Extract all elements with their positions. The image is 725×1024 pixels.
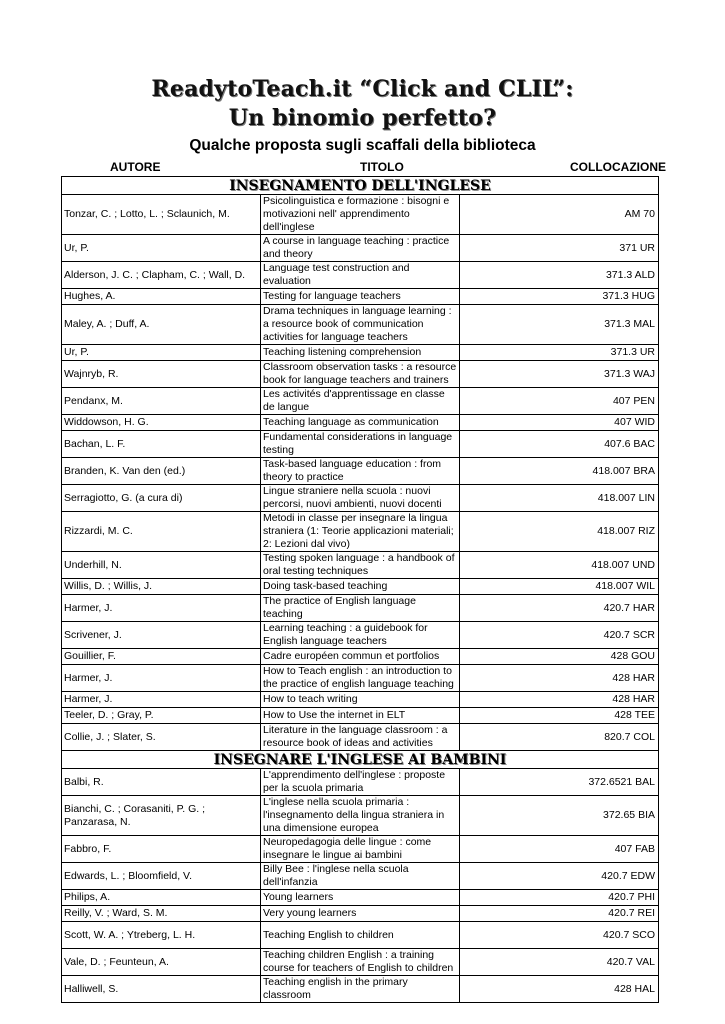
author-cell: Harmer, J. (62, 692, 261, 708)
shelfmark-cell: 428 HAL (460, 976, 659, 1003)
author-cell: Underhill, N. (62, 552, 261, 579)
author-cell: Wajnryb, R. (62, 361, 261, 388)
author-cell: Bianchi, C. ; Corasaniti, P. G. ; Panzarasa, N. (62, 796, 261, 836)
table-row (62, 235, 659, 262)
table-row (62, 708, 659, 724)
title-cell: How to Use the internet in ELT (261, 708, 460, 724)
author-cell: Alderson, J. C. ; Clapham, C. ; Wall, D. (62, 262, 261, 289)
shelfmark-cell: 418.007 WIL (460, 579, 659, 595)
author-cell: Gouillier, F. (62, 649, 261, 665)
table-row (62, 890, 659, 906)
title-cell: Psicolinguistica e formazione : bisogni e motivazioni nell' apprendimento dell'inglese (261, 195, 460, 235)
shelfmark-cell: 372.65 BIA (460, 796, 659, 836)
shelfmark-cell: 420.7 SCR (460, 622, 659, 649)
column-header-titolo: TITOLO (360, 160, 404, 174)
table-row (62, 665, 659, 692)
table-row (62, 724, 659, 751)
table-row (62, 579, 659, 595)
table-row (62, 388, 659, 415)
title-cell: Teaching children English : a training course for teachers of English to children (261, 949, 460, 976)
author-cell: Reilly, V. ; Ward, S. M. (62, 906, 261, 922)
author-cell: Fabbro, F. (62, 836, 261, 863)
author-cell: Scrivener, J. (62, 622, 261, 649)
author-cell: Halliwell, S. (62, 976, 261, 1003)
title-cell: Cadre européen commun et portfolios (261, 649, 460, 665)
author-cell: Serragiotto, G. (a cura di) (62, 485, 261, 512)
section-header-row (62, 177, 659, 195)
title-cell: How to teach writing (261, 692, 460, 708)
author-cell: Ur, P. (62, 235, 261, 262)
author-cell: Collie, J. ; Slater, S. (62, 724, 261, 751)
table-row (62, 305, 659, 345)
author-cell: Tonzar, C. ; Lotto, L. ; Sclaunich, M. (62, 195, 261, 235)
title-cell: Teaching language as communication (261, 415, 460, 431)
author-cell: Edwards, L. ; Bloomfield, V. (62, 863, 261, 890)
page-title-line-1: ReadytoTeach.it “Click and CLIL”: (151, 76, 574, 102)
shelfmark-cell: 428 TEE (460, 708, 659, 724)
shelfmark-cell: 418.007 LIN (460, 485, 659, 512)
shelfmark-cell: 371.3 UR (460, 345, 659, 361)
title-cell: Les activités d'apprentissage en classe de langue (261, 388, 460, 415)
shelfmark-cell: 407 FAB (460, 836, 659, 863)
table-row (62, 361, 659, 388)
shelfmark-cell: 420.7 VAL (460, 949, 659, 976)
shelfmark-cell: 820.7 COL (460, 724, 659, 751)
title-cell: The practice of English language teaching (261, 595, 460, 622)
title-cell: Billy Bee : l'inglese nella scuola dell'infanzia (261, 863, 460, 890)
table-row (62, 622, 659, 649)
author-cell: Rizzardi, M. C. (62, 512, 261, 552)
author-cell: Vale, D. ; Feunteun, A. (62, 949, 261, 976)
column-header-collocazione: COLLOCAZIONE (570, 160, 666, 174)
shelfmark-cell: AM 70 (460, 195, 659, 235)
author-cell: Teeler, D. ; Gray, P. (62, 708, 261, 724)
shelfmark-cell: 371.3 WAJ (460, 361, 659, 388)
table-row (62, 345, 659, 361)
shelfmark-cell: 371.3 ALD (460, 262, 659, 289)
author-cell: Maley, A. ; Duff, A. (62, 305, 261, 345)
author-cell: Harmer, J. (62, 595, 261, 622)
shelfmark-cell: 418.007 UND (460, 552, 659, 579)
table-row (62, 458, 659, 485)
table-row (62, 262, 659, 289)
book-table (61, 176, 659, 1003)
shelfmark-cell: 407 WID (460, 415, 659, 431)
shelfmark-cell: 420.7 PHI (460, 890, 659, 906)
title-cell: Fundamental considerations in language testing (261, 431, 460, 458)
table-row (62, 595, 659, 622)
title-cell: Teaching English to children (261, 922, 460, 949)
author-cell: Pendanx, M. (62, 388, 261, 415)
shelfmark-cell: 372.6521 BAL (460, 769, 659, 796)
book-table-body (62, 177, 659, 1003)
shelfmark-cell: 428 HAR (460, 665, 659, 692)
author-cell: Harmer, J. (62, 665, 261, 692)
table-row (62, 692, 659, 708)
title-cell: Metodi in classe per insegnare la lingua straniera (1: Teorie applicazioni materiali; 2: Lezioni dal vivo) (261, 512, 460, 552)
title-cell: Learning teaching : a guidebook for English language teachers (261, 622, 460, 649)
title-cell: How to Teach english : an introduction to the practice of english language teaching (261, 665, 460, 692)
author-cell: Willis, D. ; Willis, J. (62, 579, 261, 595)
table-row (62, 796, 659, 836)
shelfmark-cell: 418.007 RIZ (460, 512, 659, 552)
table-row (62, 649, 659, 665)
title-cell: Drama techniques in language learning : a resource book of communication activities for language teachers (261, 305, 460, 345)
author-cell: Branden, K. Van den (ed.) (62, 458, 261, 485)
shelfmark-cell: 407 PEN (460, 388, 659, 415)
table-row (62, 431, 659, 458)
title-cell: L'inglese nella scuola primaria : l'insegnamento della lingua straniera in una dimensione europea (261, 796, 460, 836)
author-cell: Balbi, R. (62, 769, 261, 796)
table-row (62, 922, 659, 949)
shelfmark-cell: 418.007 BRA (460, 458, 659, 485)
title-cell: Testing for language teachers (261, 289, 460, 305)
author-cell: Scott, W. A. ; Ytreberg, L. H. (62, 922, 261, 949)
title-cell: Doing task-based teaching (261, 579, 460, 595)
column-header-autore: AUTORE (110, 160, 161, 174)
section-title: INSEGNARE L'INGLESE AI BAMBINI (62, 751, 659, 769)
author-cell: Hughes, A. (62, 289, 261, 305)
section-title: INSEGNAMENTO DELL'INGLESE (62, 177, 659, 195)
shelfmark-cell: 371.3 HUG (460, 289, 659, 305)
title-cell: Testing spoken language : a handbook of oral testing techniques (261, 552, 460, 579)
shelfmark-cell: 420.7 HAR (460, 595, 659, 622)
title-cell: Neuropedagogia delle lingue : come insegnare le lingue ai bambini (261, 836, 460, 863)
table-row (62, 195, 659, 235)
table-row (62, 906, 659, 922)
shelfmark-cell: 407.6 BAC (460, 431, 659, 458)
shelfmark-cell: 420.7 SCO (460, 922, 659, 949)
table-row (62, 863, 659, 890)
title-cell: Young learners (261, 890, 460, 906)
table-row (62, 485, 659, 512)
shelfmark-cell: 428 GOU (460, 649, 659, 665)
title-cell: Classroom observation tasks : a resource book for language teachers and trainers (261, 361, 460, 388)
author-cell: Bachan, L. F. (62, 431, 261, 458)
table-row (62, 415, 659, 431)
title-cell: Very young learners (261, 906, 460, 922)
title-cell: Literature in the language classroom : a resource book of ideas and activities (261, 724, 460, 751)
title-cell: Language test construction and evaluation (261, 262, 460, 289)
table-row (62, 769, 659, 796)
table-row (62, 289, 659, 305)
shelfmark-cell: 371.3 MAL (460, 305, 659, 345)
author-cell: Widdowson, H. G. (62, 415, 261, 431)
author-cell: Ur, P. (62, 345, 261, 361)
author-cell: Philips, A. (62, 890, 261, 906)
title-cell: Lingue straniere nella scuola : nuovi percorsi, nuovi ambienti, nuovi docenti (261, 485, 460, 512)
shelfmark-cell: 420.7 REI (460, 906, 659, 922)
page-subtitle: Qualche proposta sugli scaffali della biblioteca (189, 137, 536, 154)
table-row (62, 836, 659, 863)
title-cell: Teaching listening comprehension (261, 345, 460, 361)
page-title-line-2: Un binomio perfetto? (228, 105, 497, 131)
title-cell: Teaching english in the primary classroom (261, 976, 460, 1003)
title-cell: L'apprendimento dell'inglese : proposte per la scuola primaria (261, 769, 460, 796)
table-row (62, 552, 659, 579)
table-row (62, 976, 659, 1003)
table-row (62, 949, 659, 976)
title-cell: A course in language teaching : practice and theory (261, 235, 460, 262)
shelfmark-cell: 428 HAR (460, 692, 659, 708)
shelfmark-cell: 371 UR (460, 235, 659, 262)
section-header-row (62, 751, 659, 769)
table-row (62, 512, 659, 552)
shelfmark-cell: 420.7 EDW (460, 863, 659, 890)
title-cell: Task-based language education : from theory to practice (261, 458, 460, 485)
